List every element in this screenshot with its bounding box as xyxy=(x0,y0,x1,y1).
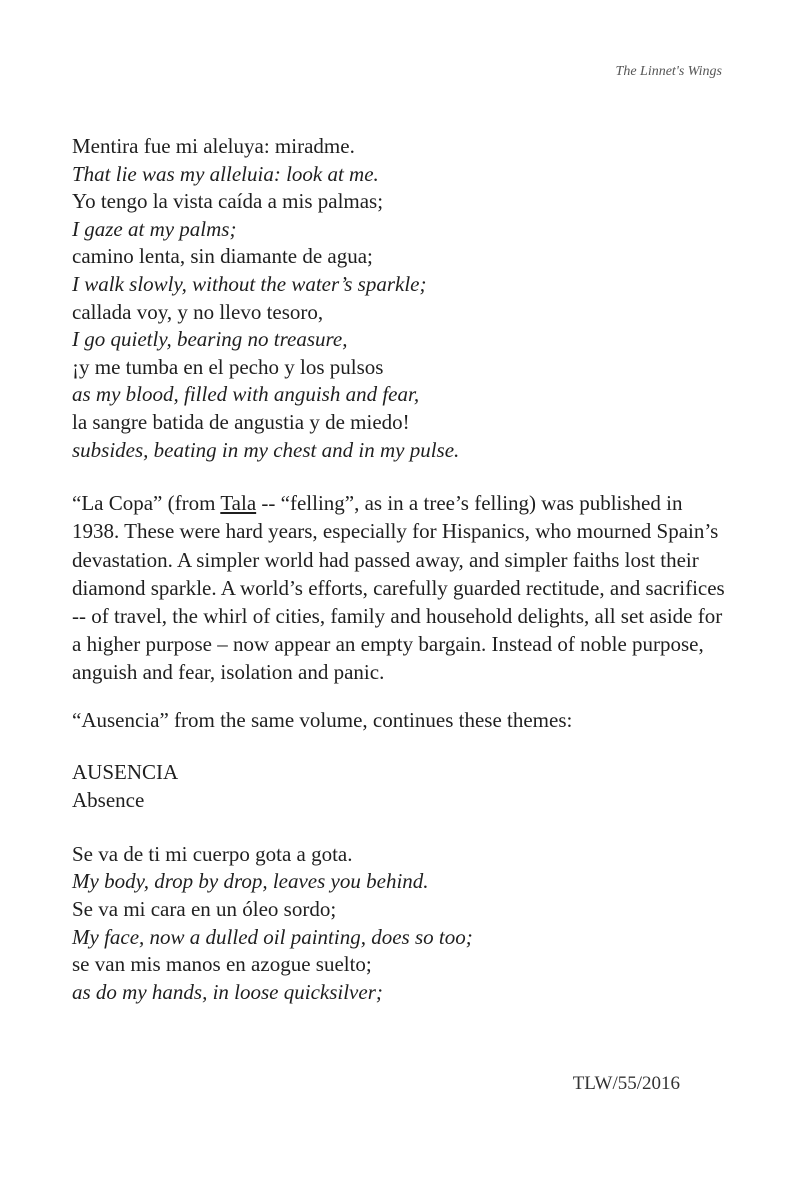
verse-line-en: My body, drop by drop, leaves you behind. xyxy=(72,869,429,894)
page-folio: TLW/55/2016 xyxy=(572,1073,680,1094)
poem-title-block xyxy=(72,758,732,814)
verse-line-en: as my blood, filled with anguish and fear, xyxy=(72,382,420,407)
running-title: The Linnet's Wings xyxy=(615,64,722,79)
commentary-text-rest: -- “felling”, as in a tree’s felling) was published in 1938. These were hard years, especially for Hispanics, who mourned Spain’s devastation. A simpler world had passed away, and simpler faiths lost their diamond sparkle. A world’s efforts, carefully guarded rectitude, and sacrifices -- of travel, the whirl of cities, family and household delights, all set aside for a higher purpose – now appear an empty bargain. Instead of noble purpose, anguish and fear, isolation and panic. xyxy=(72,491,725,685)
verse-line-es: ¡y me tumba en el pecho y los pulsos xyxy=(72,354,384,379)
verse-line-en: I go quietly, bearing no treasure, xyxy=(72,327,348,352)
commentary-paragraph xyxy=(72,489,732,686)
verse-line-es: callada voy, y no llevo tesoro, xyxy=(72,299,324,324)
verse-line-en: My face, now a dulled oil painting, does so too; xyxy=(72,924,473,949)
verse-line-es: la sangre batida de angustia y de miedo! xyxy=(72,409,410,434)
verse-line-en: I gaze at my palms; xyxy=(72,216,237,241)
poem-title-english: Absence xyxy=(72,787,145,812)
verse-line-es: se van mis manos en azogue suelto; xyxy=(72,952,372,977)
poem-la-copa-excerpt xyxy=(72,133,732,464)
verse-line-es: Yo tengo la vista caída a mis palmas; xyxy=(72,189,384,214)
poem-title-spanish: AUSENCIA xyxy=(72,759,179,784)
poem-ausencia-excerpt xyxy=(72,841,732,1007)
verse-line-es: Se va de ti mi cuerpo gota a gota. xyxy=(72,841,353,866)
verse-line-es: camino lenta, sin diamante de agua; xyxy=(72,244,373,269)
verse-line-en: as do my hands, in loose quicksilver; xyxy=(72,979,383,1004)
commentary-text-start: “La Copa” (from xyxy=(72,491,221,516)
verse-line-en: I walk slowly, without the water’s sparkle; xyxy=(72,271,427,296)
verse-line-en: subsides, beating in my chest and in my pulse. xyxy=(72,437,460,462)
verse-line-es: Mentira fue mi aleluya: miradme. xyxy=(72,134,355,158)
book-title-tala: Tala xyxy=(220,491,257,516)
verse-line-en: That lie was my alleluia: look at me. xyxy=(72,161,379,186)
page-content xyxy=(72,133,732,1006)
verse-line-es: Se va mi cara en un óleo sordo; xyxy=(72,896,337,921)
transition-paragraph: “Ausencia” from the same volume, continues these themes: xyxy=(72,707,573,732)
